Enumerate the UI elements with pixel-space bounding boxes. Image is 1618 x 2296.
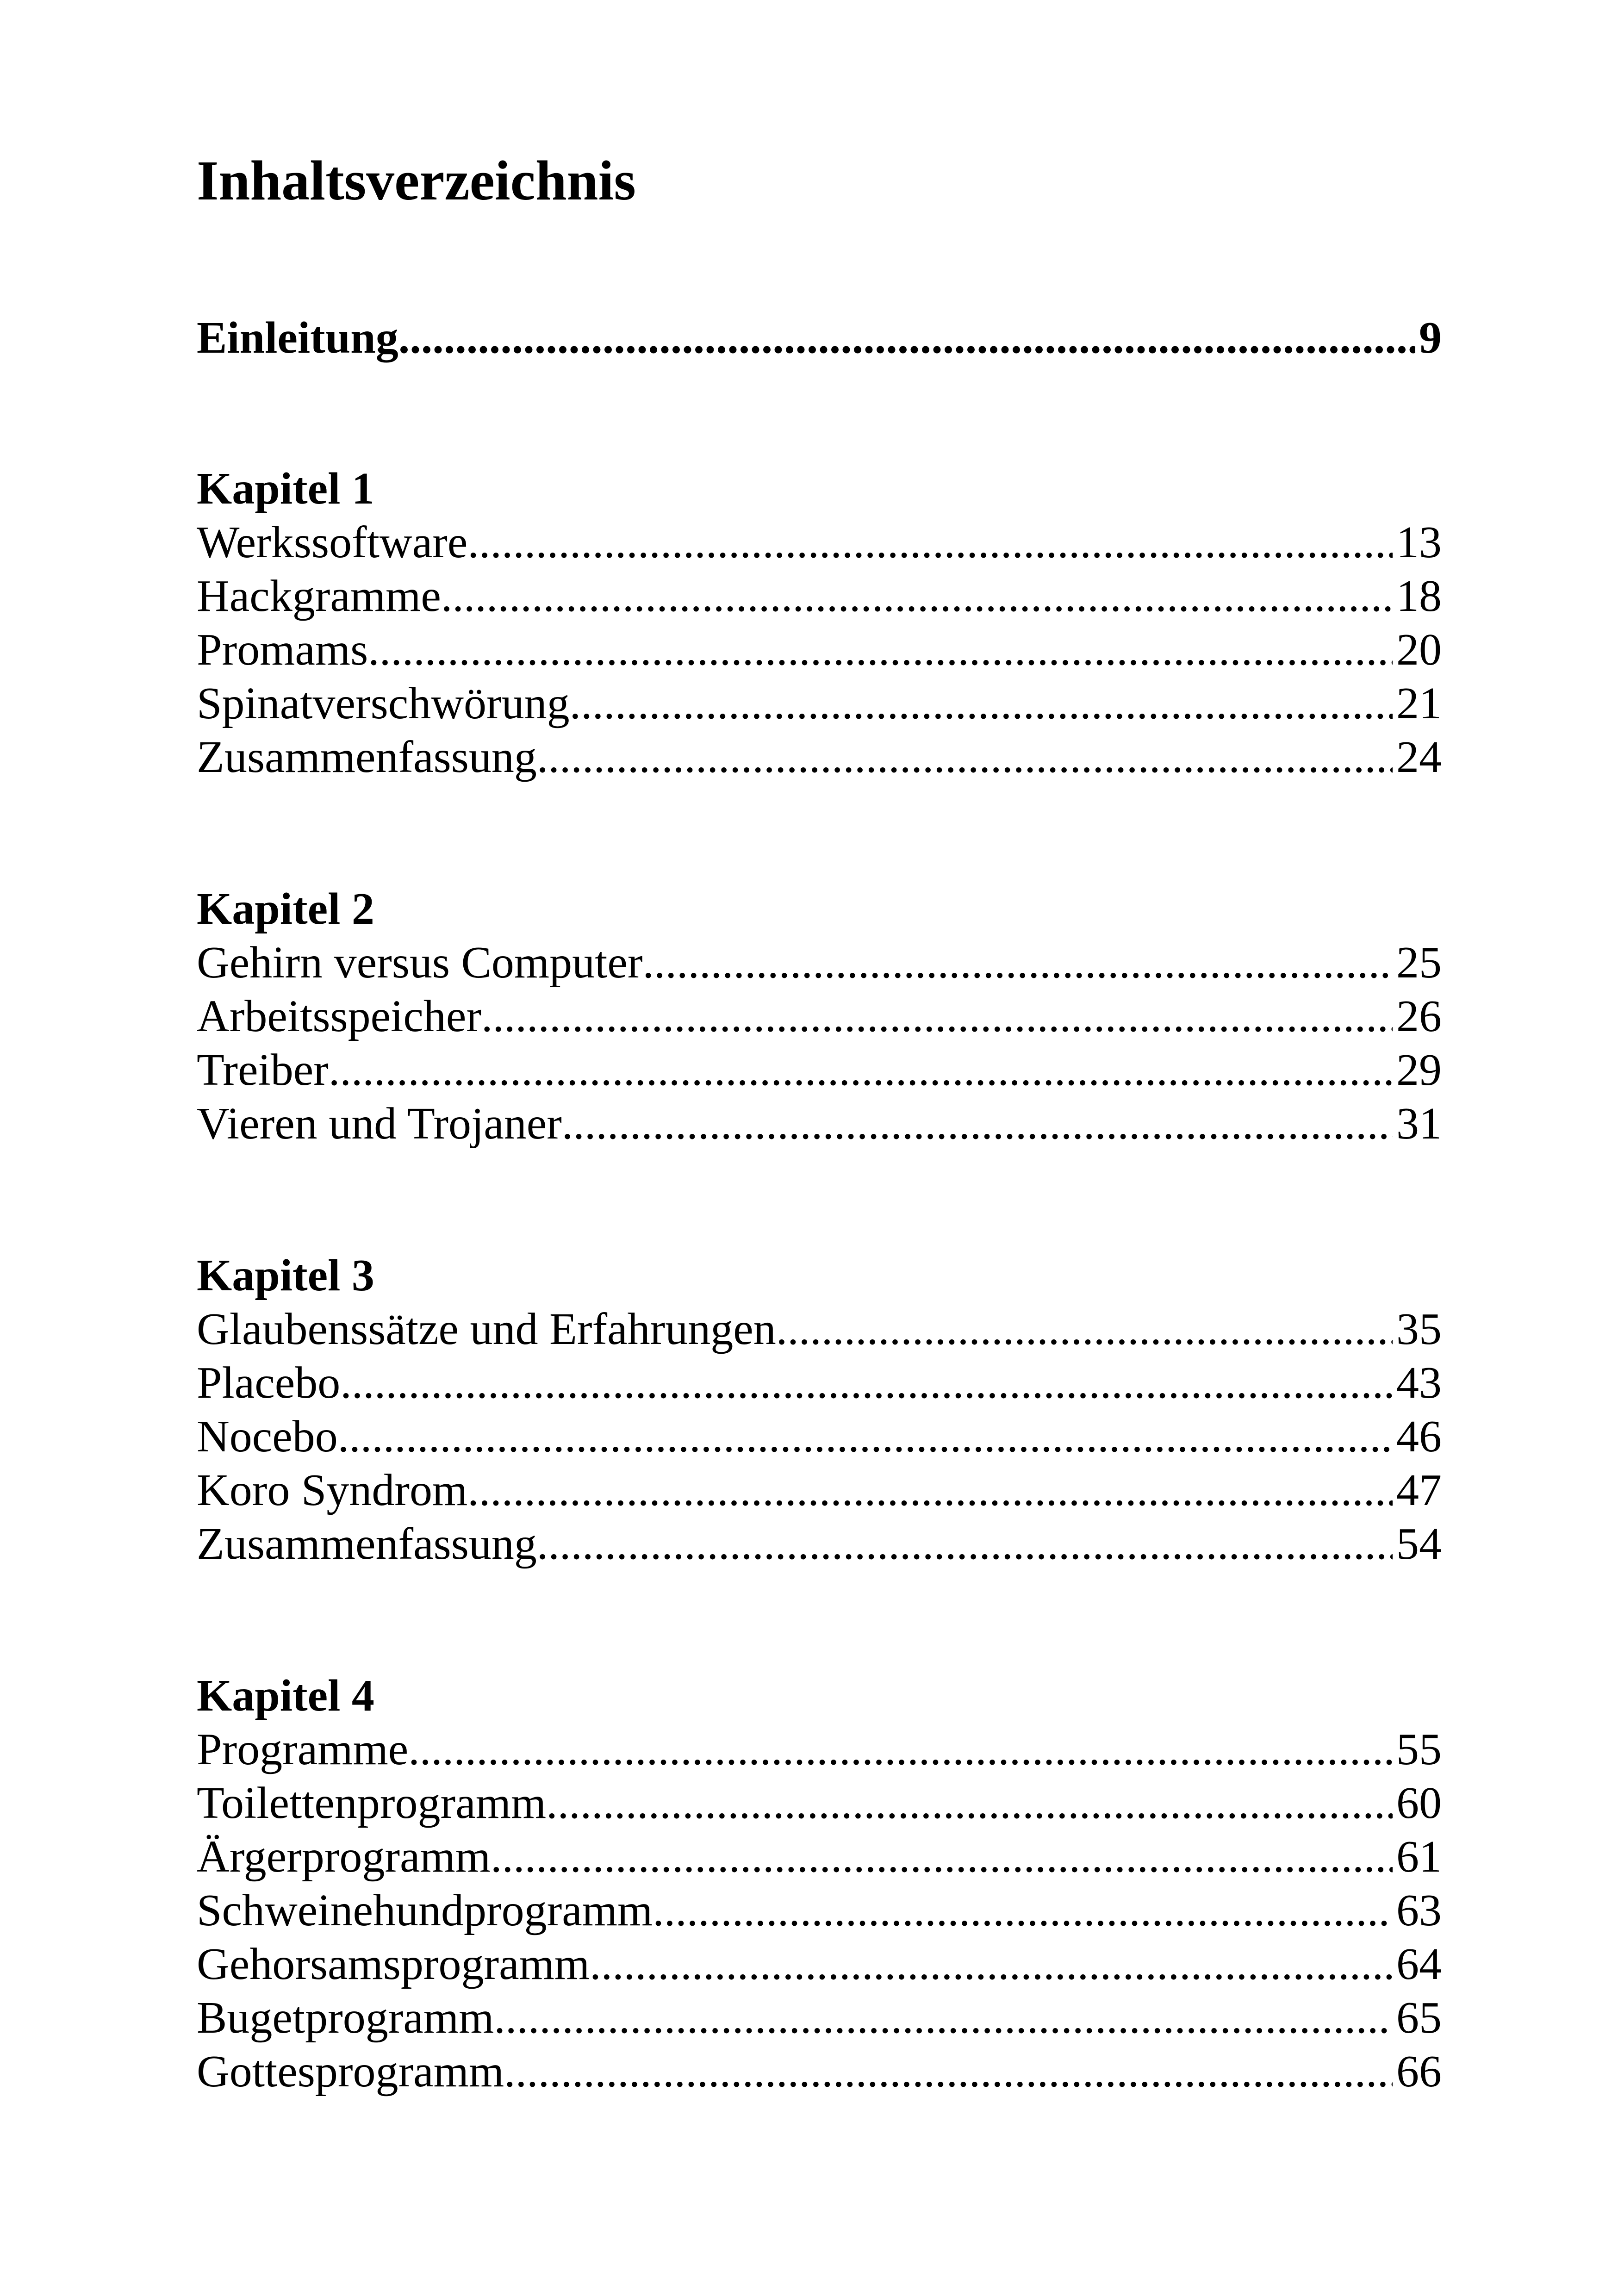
toc-page-number: 54 xyxy=(1396,1519,1442,1569)
toc-entry-label: Einleitung xyxy=(197,313,398,363)
toc-page-number: 61 xyxy=(1396,1832,1442,1882)
dot-leader xyxy=(494,1991,1393,2045)
dot-leader xyxy=(537,730,1393,784)
toc-page-number: 26 xyxy=(1396,991,1442,1041)
dot-leader xyxy=(504,2045,1393,2098)
toc-entry-label: Arbeitsspeicher xyxy=(197,991,481,1041)
toc-entry-label: Placebo xyxy=(197,1358,341,1408)
toc-entry[interactable] xyxy=(197,1463,1442,1517)
dot-leader xyxy=(368,623,1393,677)
toc-entry-label: Ärgerprogramm xyxy=(197,1832,491,1882)
toc-entry-label: Programme xyxy=(197,1724,409,1774)
toc-entry-label: Werkssoftware xyxy=(197,517,468,567)
dot-leader xyxy=(776,1302,1393,1356)
toc-entry-label: Nocebo xyxy=(197,1412,338,1462)
dot-leader xyxy=(546,1776,1393,1830)
dot-leader xyxy=(562,1097,1393,1151)
chapter-heading: Kapitel 4 xyxy=(197,1671,374,1721)
toc-entry-label: Hackgramme xyxy=(197,571,441,621)
dot-leader xyxy=(338,1410,1393,1463)
toc-entry[interactable] xyxy=(197,1991,1442,2045)
toc-entry[interactable] xyxy=(197,1410,1442,1463)
toc-page-number: 13 xyxy=(1396,517,1442,567)
page-title: Inhaltsverzeichnis xyxy=(197,149,636,212)
toc-entry-label: Zusammenfassung xyxy=(197,1519,537,1569)
toc-page-number: 66 xyxy=(1396,2047,1442,2097)
toc-entry-label: Zusammenfassung xyxy=(197,732,537,782)
dot-leader xyxy=(481,989,1393,1043)
chapter-heading: Kapitel 1 xyxy=(197,464,374,514)
toc-entry[interactable] xyxy=(197,1517,1442,1571)
toc-entry-label: Gottesprogramm xyxy=(197,2047,504,2097)
toc-page-number: 9 xyxy=(1419,313,1442,363)
toc-page-number: 35 xyxy=(1396,1304,1442,1354)
toc-page-number: 63 xyxy=(1396,1885,1442,1935)
toc-page-number: 65 xyxy=(1396,1993,1442,2043)
toc-entry[interactable] xyxy=(197,1937,1442,1991)
dot-leader xyxy=(467,516,1393,569)
toc-entry-label: Treiber xyxy=(197,1045,329,1095)
toc-entry-label: Promams xyxy=(197,625,368,675)
dot-leader xyxy=(491,1830,1393,1884)
toc-entry[interactable] xyxy=(197,1043,1442,1097)
toc-entry-label: Spinatverschwörung xyxy=(197,678,570,728)
dot-leader xyxy=(590,1937,1393,1991)
chapter-heading: Kapitel 2 xyxy=(197,884,374,934)
toc-entry[interactable] xyxy=(197,569,1442,623)
toc-entry-label: Toilettenprogramm xyxy=(197,1778,547,1828)
dot-leader xyxy=(340,1356,1393,1410)
dot-leader xyxy=(329,1043,1393,1097)
toc-page-number: 60 xyxy=(1396,1778,1442,1828)
toc-entry[interactable] xyxy=(197,677,1442,730)
toc-page-number: 31 xyxy=(1396,1099,1442,1149)
toc-page-number: 43 xyxy=(1396,1358,1442,1408)
toc-entry[interactable] xyxy=(197,1723,1442,1776)
dot-leader xyxy=(398,311,1415,365)
toc-page-number: 29 xyxy=(1396,1045,1442,1095)
dot-leader xyxy=(570,677,1393,730)
toc-entry-label: Gehirn versus Computer xyxy=(197,938,643,988)
toc-entry-label: Schweinehundprogramm xyxy=(197,1885,653,1935)
dot-leader xyxy=(441,569,1393,623)
toc-entry[interactable] xyxy=(197,730,1442,784)
toc-entry[interactable] xyxy=(197,1356,1442,1410)
toc-entry-einleitung[interactable] xyxy=(197,311,1442,365)
toc-entry[interactable] xyxy=(197,516,1442,569)
toc-page-number: 46 xyxy=(1396,1412,1442,1462)
toc-page-number: 24 xyxy=(1396,732,1442,782)
toc-entry-label: Glaubenssätze und Erfahrungen xyxy=(197,1304,776,1354)
toc-page-number: 47 xyxy=(1396,1465,1442,1515)
dot-leader xyxy=(653,1884,1393,1937)
toc-entry[interactable] xyxy=(197,1776,1442,1830)
toc-entry[interactable] xyxy=(197,989,1442,1043)
toc-entry-label: Vieren und Trojaner xyxy=(197,1099,562,1149)
dot-leader xyxy=(537,1517,1393,1571)
toc-entry[interactable] xyxy=(197,623,1442,677)
toc-page-number: 20 xyxy=(1396,625,1442,675)
toc-entry-label: Bugetprogramm xyxy=(197,1993,494,2043)
toc-entry[interactable] xyxy=(197,936,1442,989)
toc-entry[interactable] xyxy=(197,1097,1442,1151)
dot-leader xyxy=(643,936,1393,989)
toc-entry[interactable] xyxy=(197,1884,1442,1937)
dot-leader xyxy=(467,1463,1393,1517)
chapter-heading: Kapitel 3 xyxy=(197,1251,374,1300)
toc-entry[interactable] xyxy=(197,1830,1442,1884)
toc-page-number: 18 xyxy=(1396,571,1442,621)
toc-page-number: 64 xyxy=(1396,1939,1442,1989)
toc-page-number: 21 xyxy=(1396,678,1442,728)
toc-entry-label: Gehorsamsprogramm xyxy=(197,1939,590,1989)
toc-page-number: 55 xyxy=(1396,1724,1442,1774)
toc-entry[interactable] xyxy=(197,1302,1442,1356)
toc-entry-label: Koro Syndrom xyxy=(197,1465,468,1515)
dot-leader xyxy=(408,1723,1393,1776)
toc-page-number: 25 xyxy=(1396,938,1442,988)
toc-entry[interactable] xyxy=(197,2045,1442,2098)
